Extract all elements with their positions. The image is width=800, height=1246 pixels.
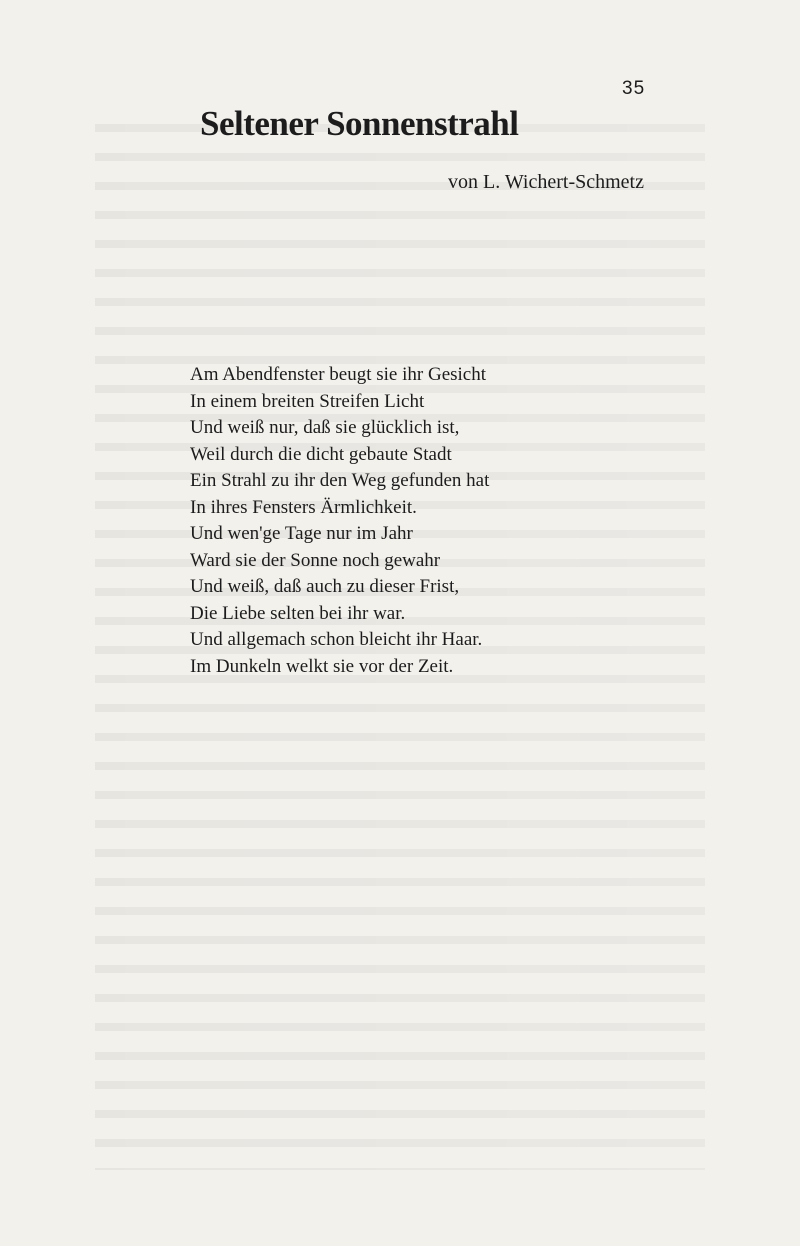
poem-line: Ein Strahl zu ihr den Weg gefunden hat (190, 470, 490, 491)
poem-line: In einem breiten Streifen Licht (190, 390, 425, 412)
poem-line: Ward sie der Sonne noch gewahr (190, 549, 441, 571)
poem-line: Und wen'ge Tage nur im Jahr (190, 523, 413, 544)
poem-line: In ihres Fensters Ärmlichkeit. (190, 496, 417, 518)
poem-line: Weil durch die dicht gebaute Stadt (190, 443, 452, 465)
poem-author: von L. Wichert-Schmetz (448, 171, 644, 193)
page-number: 35 (622, 78, 646, 99)
poem-body (190, 362, 489, 680)
poem-line: Am Abendfenster beugt sie ihr Gesicht (190, 364, 487, 385)
poem-line: Und weiß, daß auch zu dieser Frist, (190, 576, 460, 597)
poem-line: Und allgemach schon bleicht ihr Haar. (190, 629, 483, 650)
poem-line: Im Dunkeln welkt sie vor der Zeit. (190, 655, 454, 677)
poem-line: Die Liebe selten bei ihr war. (190, 602, 406, 624)
poem-title: Seltener Sonnenstrahl (200, 104, 519, 143)
poem-line: Und weiß nur, daß sie glücklich ist, (190, 417, 460, 438)
